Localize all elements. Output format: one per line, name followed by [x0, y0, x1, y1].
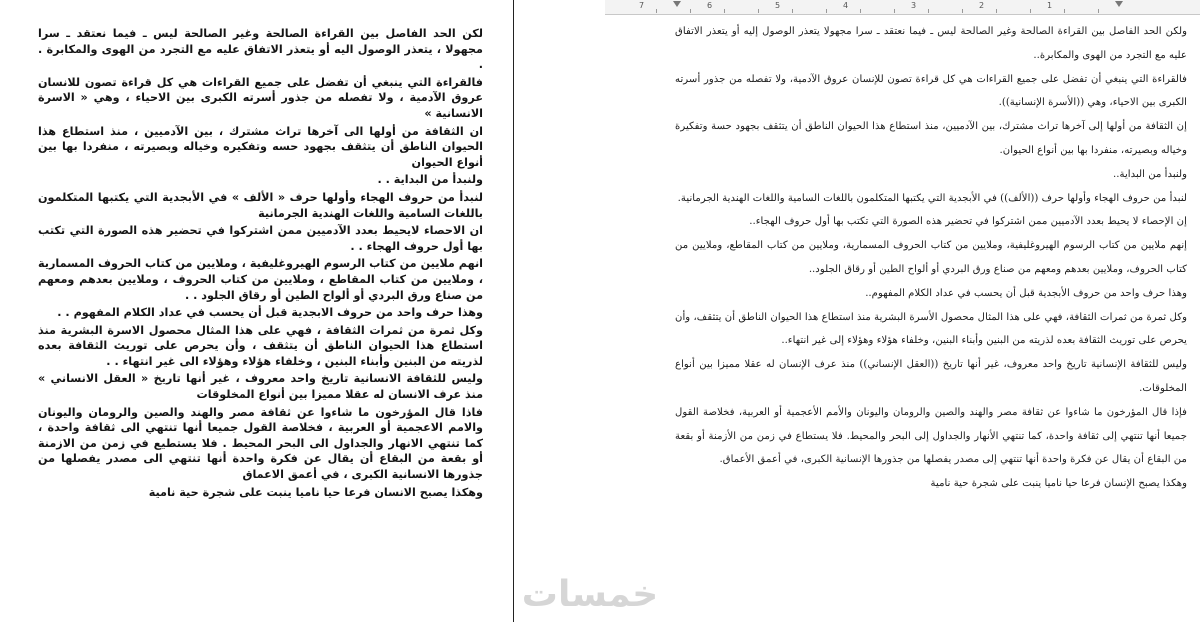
scanned-paragraph: وكل ثمرة من ثمرات الثقافة ، فهي على هذا المثال محصول الاسرة البشرية منذ استطاع هذا الحيوان الناطق أن يتثقف ، وأن يحرص على توريث الثقافة بعده لذريته من البنين وأبناء البنين ، وخلفاء هؤلاء وهؤلاء الى غير انتهاء . . [38, 323, 483, 368]
scanned-paragraph: وليس للثقافة الانسانية تاريخ واحد معروف ، غير أنها تاريخ « العقل الانساني » منذ عرف الانسان له عقلا مميزا بين أنواع المخلوقات [38, 372, 483, 402]
ruler-number: 7 [639, 1, 645, 10]
horizontal-ruler[interactable] [605, 0, 1200, 15]
typed-paragraph[interactable]: وهذا حرف واحد من حروف الأبجدية قبل أن يحسب في عداد الكلام المفهوم.. [865, 287, 1187, 299]
ruler-marks [605, 0, 1200, 14]
ruler-tick [656, 9, 657, 13]
typed-paragraph[interactable]: فإذا قال المؤرخون ما شاءوا عن ثقافة مصر والهند والصين والرومان واليونان والأمم الأعجمية أو العربية، فخلاصة القول جميعا أنها تنتهي إلى ثقافة واحدة، كما تنتهي الأنهار والجداول إلى البحر والمحيط. فلا يستطاع في زمن من الأزمنة أو بقعة من البقاع أن يقال عن فكرة واحدة أنها تنتهي إلى مصدر يفصلها من جذورها الإنسانية الكبرى، في أعمق الأعماق. [675, 406, 1187, 466]
ruler-tick [860, 9, 861, 13]
scanned-paragraph: وهكذا يصبح الانسان فرعا حيا ناميا ينبت على شجرة حية نامية [148, 485, 483, 499]
scanned-paragraph: لنبدأ من حروف الهجاء وأولها حرف « الألف » في الأبجدية التي يكتبها المتكلمون باللغات السامية واللغات الهندية الجرمانية [38, 190, 483, 220]
ruler-tick [690, 9, 691, 13]
typed-paragraph[interactable]: إن الإحصاء لا يحيط بعدد الآدميين ممن اشتركوا في تحضير هذه الصورة التي تكتب بها أول حروف الهجاء.. [749, 216, 1187, 228]
typed-paragraph[interactable]: إنهم ملايين من كتاب الرسوم الهيروغليفية، وملايين من كتاب الحروف المسمارية، وملايين من كتاب المقاطع، وملايين من كتاب الحروف، وملايين بعدهم ومعهم من صناع ورق البردي أو ألواح الطين أو رقاق الجلود.. [675, 240, 1187, 275]
ruler-tick [826, 9, 827, 13]
typed-paragraph[interactable]: ولنبدأ من البداية.. [1113, 168, 1187, 180]
watermark-logo: خمسات [521, 574, 659, 615]
ruler-tick [962, 9, 963, 13]
scanned-page [0, 0, 510, 622]
scanned-paragraph: فاذا قال المؤرخون ما شاءوا عن ثقافة مصر والهند والصين والرومان واليونان والامم الاعجمية أو العربية ، فخلاصة القول جميعا أنها تنتهي الى ثقافة واحدة ، كما تنتهي الانهار والجداول الى البحر المحيط . فلا يستطيع في زمن من الازمنة أو بقعة من البقاع أن يقال عن فكرة واحدة أنها تنتهي الى مصدر يفصلها من جذورها الانسانية الكبرى ، في أعمق الاعماق [38, 405, 483, 482]
scanned-paragraph: ولنبدأ من البداية . . [377, 173, 483, 187]
ruler-number: 3 [911, 1, 917, 10]
typed-paragraph[interactable]: وليس للثقافة الإنسانية تاريخ واحد معروف، غير أنها تاريخ ((العقل الإنساني)) منذ عرف الإنسان له عقلا مميزا بين أنواع المخلوقات. [675, 359, 1187, 394]
ruler-number: 2 [979, 1, 985, 10]
typed-paragraph[interactable]: إن الثقافة من أولها إلى آخرها تراث مشترك، بين الآدميين، منذ استطاع هذا الحيوان الناطق أن يتثقف بجهود حسة وتفكيرة وخياله وبصيرته، منفردا بها بين أنواع الحيوان. [675, 121, 1187, 156]
scanned-paragraph: فالقراءة التي ينبغي أن تفضل على جميع القراءات هي كل قراءة تصون للانسان عروق الآدمية ، ولا تفصله من جذور أسرته الكبرى بين الاحياء ، وهي « الاسرة الانسانية » [38, 75, 483, 120]
typed-paragraph[interactable]: وكل ثمرة من ثمرات الثقافة، فهي على هذا المثال محصول الأسرة البشرية منذ استطاع هذا الحيوان الناطق أن يتثقف، وأن يحرص على توريث الثقافة بعده لذريته من البنين وأبناء البنين، وخلفاء هؤلاء وهؤلاء إلى غير انتهاء.. [675, 311, 1187, 347]
ruler-right-indent-marker-icon[interactable] [1115, 1, 1123, 7]
scanned-paragraph: ان الاحصاء لايحيط بعدد الآدميين ممن اشتركوا في تحضير هذه الصورة التي تكتب بها أول حروف الهجاء . . [38, 224, 483, 253]
typed-text-block[interactable] [675, 20, 1187, 496]
ruler-indent-marker-icon[interactable] [673, 1, 681, 7]
scanned-text-block [38, 26, 483, 502]
ruler-number: 5 [775, 1, 781, 10]
typed-paragraph[interactable]: لنبدأ من حروف الهجاء وأولها حرف ((الألف)) في الأبجدية التي يكتبها المتكلمون باللغات السامية واللغات الهندية الجرمانية. [677, 192, 1187, 204]
ruler-tick [758, 9, 759, 13]
typed-paragraph[interactable]: فالقراءة التي ينبغي أن تفضل على جميع القراءات هي كل قراءة تصون للإنسان عروق الآدمية، ولا تفصله من جذور أسرته الكبرى بين الاحياء، وهي ((الأسرة الإنسانية)). [675, 73, 1187, 109]
page-gap [514, 0, 604, 622]
typed-paragraph[interactable]: وهكذا يصبح الإنسان فرعا حيا ناميا ينبت على شجرة حية نامية [930, 478, 1187, 490]
scanned-paragraph: لكن الحد الفاصل بين القراءة الصالحة وغير الصالحة ليس ـ فيما نعتقد ـ سرا مجهولا ، يتعذر الوصول اليه أو يتعذر الاتفاق عليه مع التجرد من الهوى والمكابرة . . [38, 27, 483, 72]
ruler-tick [894, 9, 895, 13]
typed-paragraph[interactable]: ولكن الحد الفاصل بين القراءة الصالحة وغير الصالحة ليس ـ فيما نعتقد ـ سرا مجهولا يتعذر الوصول إليه أو يتعذر الاتفاق عليه مع التجرد من الهوى والمكابرة.. [675, 26, 1187, 61]
scanned-paragraph: ان الثقافة من أولها الى آخرها تراث مشترك ، بين الآدميين ، منذ استطاع هذا الحيوان الناطق أن يتثقف بجهود حسه وتفكيره وخياله وبصيرته ، منفردا بها بين أنواع الحيوان [38, 124, 483, 169]
ruler-tick [1064, 9, 1065, 13]
scanned-paragraph: انهم ملايين من كتاب الرسوم الهيروغليفية ، وملايين من كتاب الحروف المسمارية ، وملايين من كتاب المقاطع ، وملايين من كتاب الحروف ، وملايين بعدهم ومعهم من صناع ورق البردي أو ألواح الطين أو رقاق الجلود . . [38, 257, 483, 302]
scanned-paragraph: وهذا حرف واحد من حروف الابجدية قبل أن يحسب في عداد الكلام المفهوم . . [57, 306, 483, 320]
ruler-tick [928, 9, 929, 13]
ruler-tick [792, 9, 793, 13]
ruler-number: 1 [1047, 1, 1053, 10]
ruler-tick [1098, 9, 1099, 13]
ruler-number: 4 [843, 1, 849, 10]
ruler-number: 6 [707, 1, 713, 10]
ruler-tick [996, 9, 997, 13]
ruler-tick [1030, 9, 1031, 13]
ruler-tick [724, 9, 725, 13]
